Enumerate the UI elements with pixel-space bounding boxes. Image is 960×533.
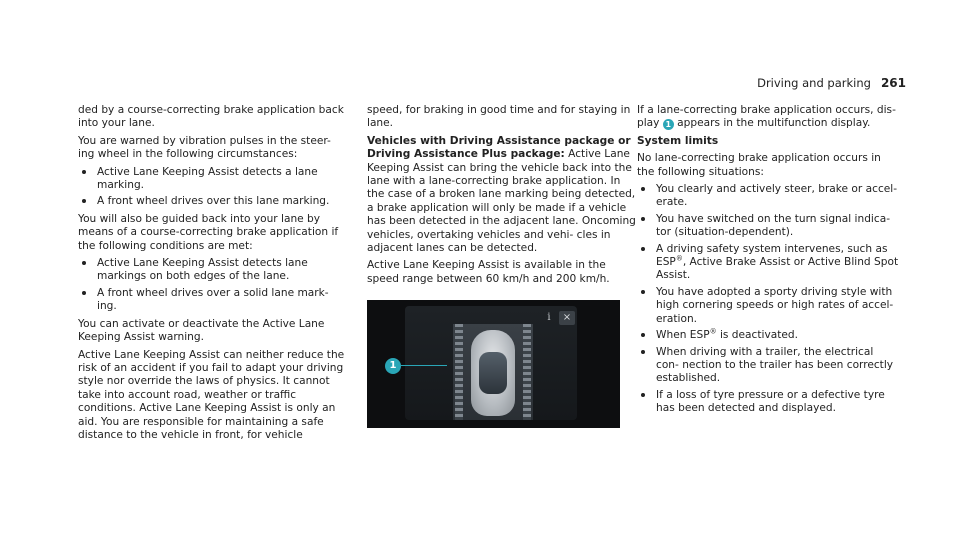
- item-text: A driving safety system intervenes, such as ESP: [656, 242, 888, 269]
- list-item: A front wheel drives over a solid lane mark- ing.: [78, 287, 350, 314]
- item-text: , Active Brake Assist or Active Blind Spot Assist.: [656, 256, 899, 282]
- paragraph-text: Active Lane Keeping Assist can bring the vehicle back into the lane with a lane-correcting brake application. In the case of a broken lane marking being detected, a brake application will only be made if a vehicle has been detected in the adjacent lane. Oncoming vehicles, overtaking vehicles and vehi- cles in adjacent lanes can be detected.: [367, 148, 636, 255]
- list-item: When driving with a trailer, the electrical con- nection to the trailer has been correctly established.: [637, 346, 899, 386]
- paragraph: speed, for braking in good time and for staying in lane.: [367, 104, 631, 130]
- section-title: Driving and parking: [757, 76, 871, 90]
- paragraph: Active Lane Keeping Assist can neither reduce the risk of an accident if you fail to adapt your driving style nor override the laws of physics. It cannot take into account road, weather or traffic conditions. Active Lane Keeping Assist is only an aid. You are responsible for maintaining a safe distance to the vehicle in front, for vehicle: [78, 348, 345, 441]
- column-3: [637, 104, 899, 420]
- callout-badge-inline: 1: [663, 119, 674, 130]
- paragraph-text: If a lane-correcting brake application occurs, dis- play: [637, 104, 896, 130]
- subheading: System limits: [637, 134, 719, 147]
- list-item: You clearly and actively steer, brake or accel- erate.: [637, 183, 899, 210]
- paragraph: No lane-correcting brake application occurs in the following situations:: [637, 152, 881, 178]
- close-icon: ×: [559, 311, 575, 325]
- column-1: [78, 104, 350, 446]
- bullet-list: [637, 183, 899, 416]
- lane-graphic: [453, 324, 533, 420]
- page-header: [757, 76, 906, 90]
- registered-mark: ®: [675, 254, 683, 263]
- paragraph: [637, 135, 899, 148]
- lane-marking-right: [523, 324, 531, 420]
- display-screen: [405, 306, 577, 420]
- bullet-list: [78, 166, 350, 209]
- car-icon: [471, 330, 515, 416]
- list-item: You have switched on the turn signal indica- tor (situation-dependent).: [637, 213, 899, 240]
- paragraph: ded by a course-correcting brake application back into your lane.: [78, 104, 344, 130]
- list-item: Active Lane Keeping Assist detects a lane marking.: [78, 166, 350, 193]
- list-item: [637, 243, 899, 283]
- registered-mark: ®: [709, 327, 717, 336]
- paragraph: Active Lane Keeping Assist is available in the speed range between 60 km/h and 200 km/h.: [367, 259, 610, 285]
- paragraph: [367, 135, 639, 256]
- item-text: is deactivated.: [716, 329, 798, 342]
- list-item: A front wheel drives over this lane marking.: [78, 195, 350, 208]
- subheading: Vehicles with Driving Assistance package or Driving Assistance Plus package:: [367, 134, 631, 161]
- list-item: [637, 329, 899, 342]
- paragraph: You can activate or deactivate the Active Lane Keeping Assist warning.: [78, 317, 325, 344]
- info-icon: i: [547, 312, 551, 323]
- paragraph: You will also be guided back into your lane by means of a course-correcting brake application if the following conditions are met:: [78, 212, 339, 252]
- column-2: [367, 104, 639, 290]
- paragraph: [637, 104, 899, 131]
- list-item: Active Lane Keeping Assist detects lane markings on both edges of the lane.: [78, 257, 350, 284]
- car-roof: [479, 352, 507, 394]
- callout-badge: 1: [385, 358, 401, 374]
- list-item: You have adopted a sporty driving style with high cornering speeds or high rates of accel- eration.: [637, 286, 899, 326]
- item-text: When ESP: [656, 329, 710, 342]
- multifunction-display-image: [367, 300, 620, 428]
- paragraph-text: appears in the multifunction display.: [673, 117, 871, 130]
- paragraph: You are warned by vibration pulses in the steer- ing wheel in the following circumstances:: [78, 134, 331, 161]
- bullet-list: [78, 257, 350, 314]
- lane-marking-left: [455, 324, 463, 420]
- page-number: 261: [880, 76, 906, 90]
- callout-line: [401, 365, 447, 366]
- list-item: If a loss of tyre pressure or a defective tyre has been detected and displayed.: [637, 389, 899, 416]
